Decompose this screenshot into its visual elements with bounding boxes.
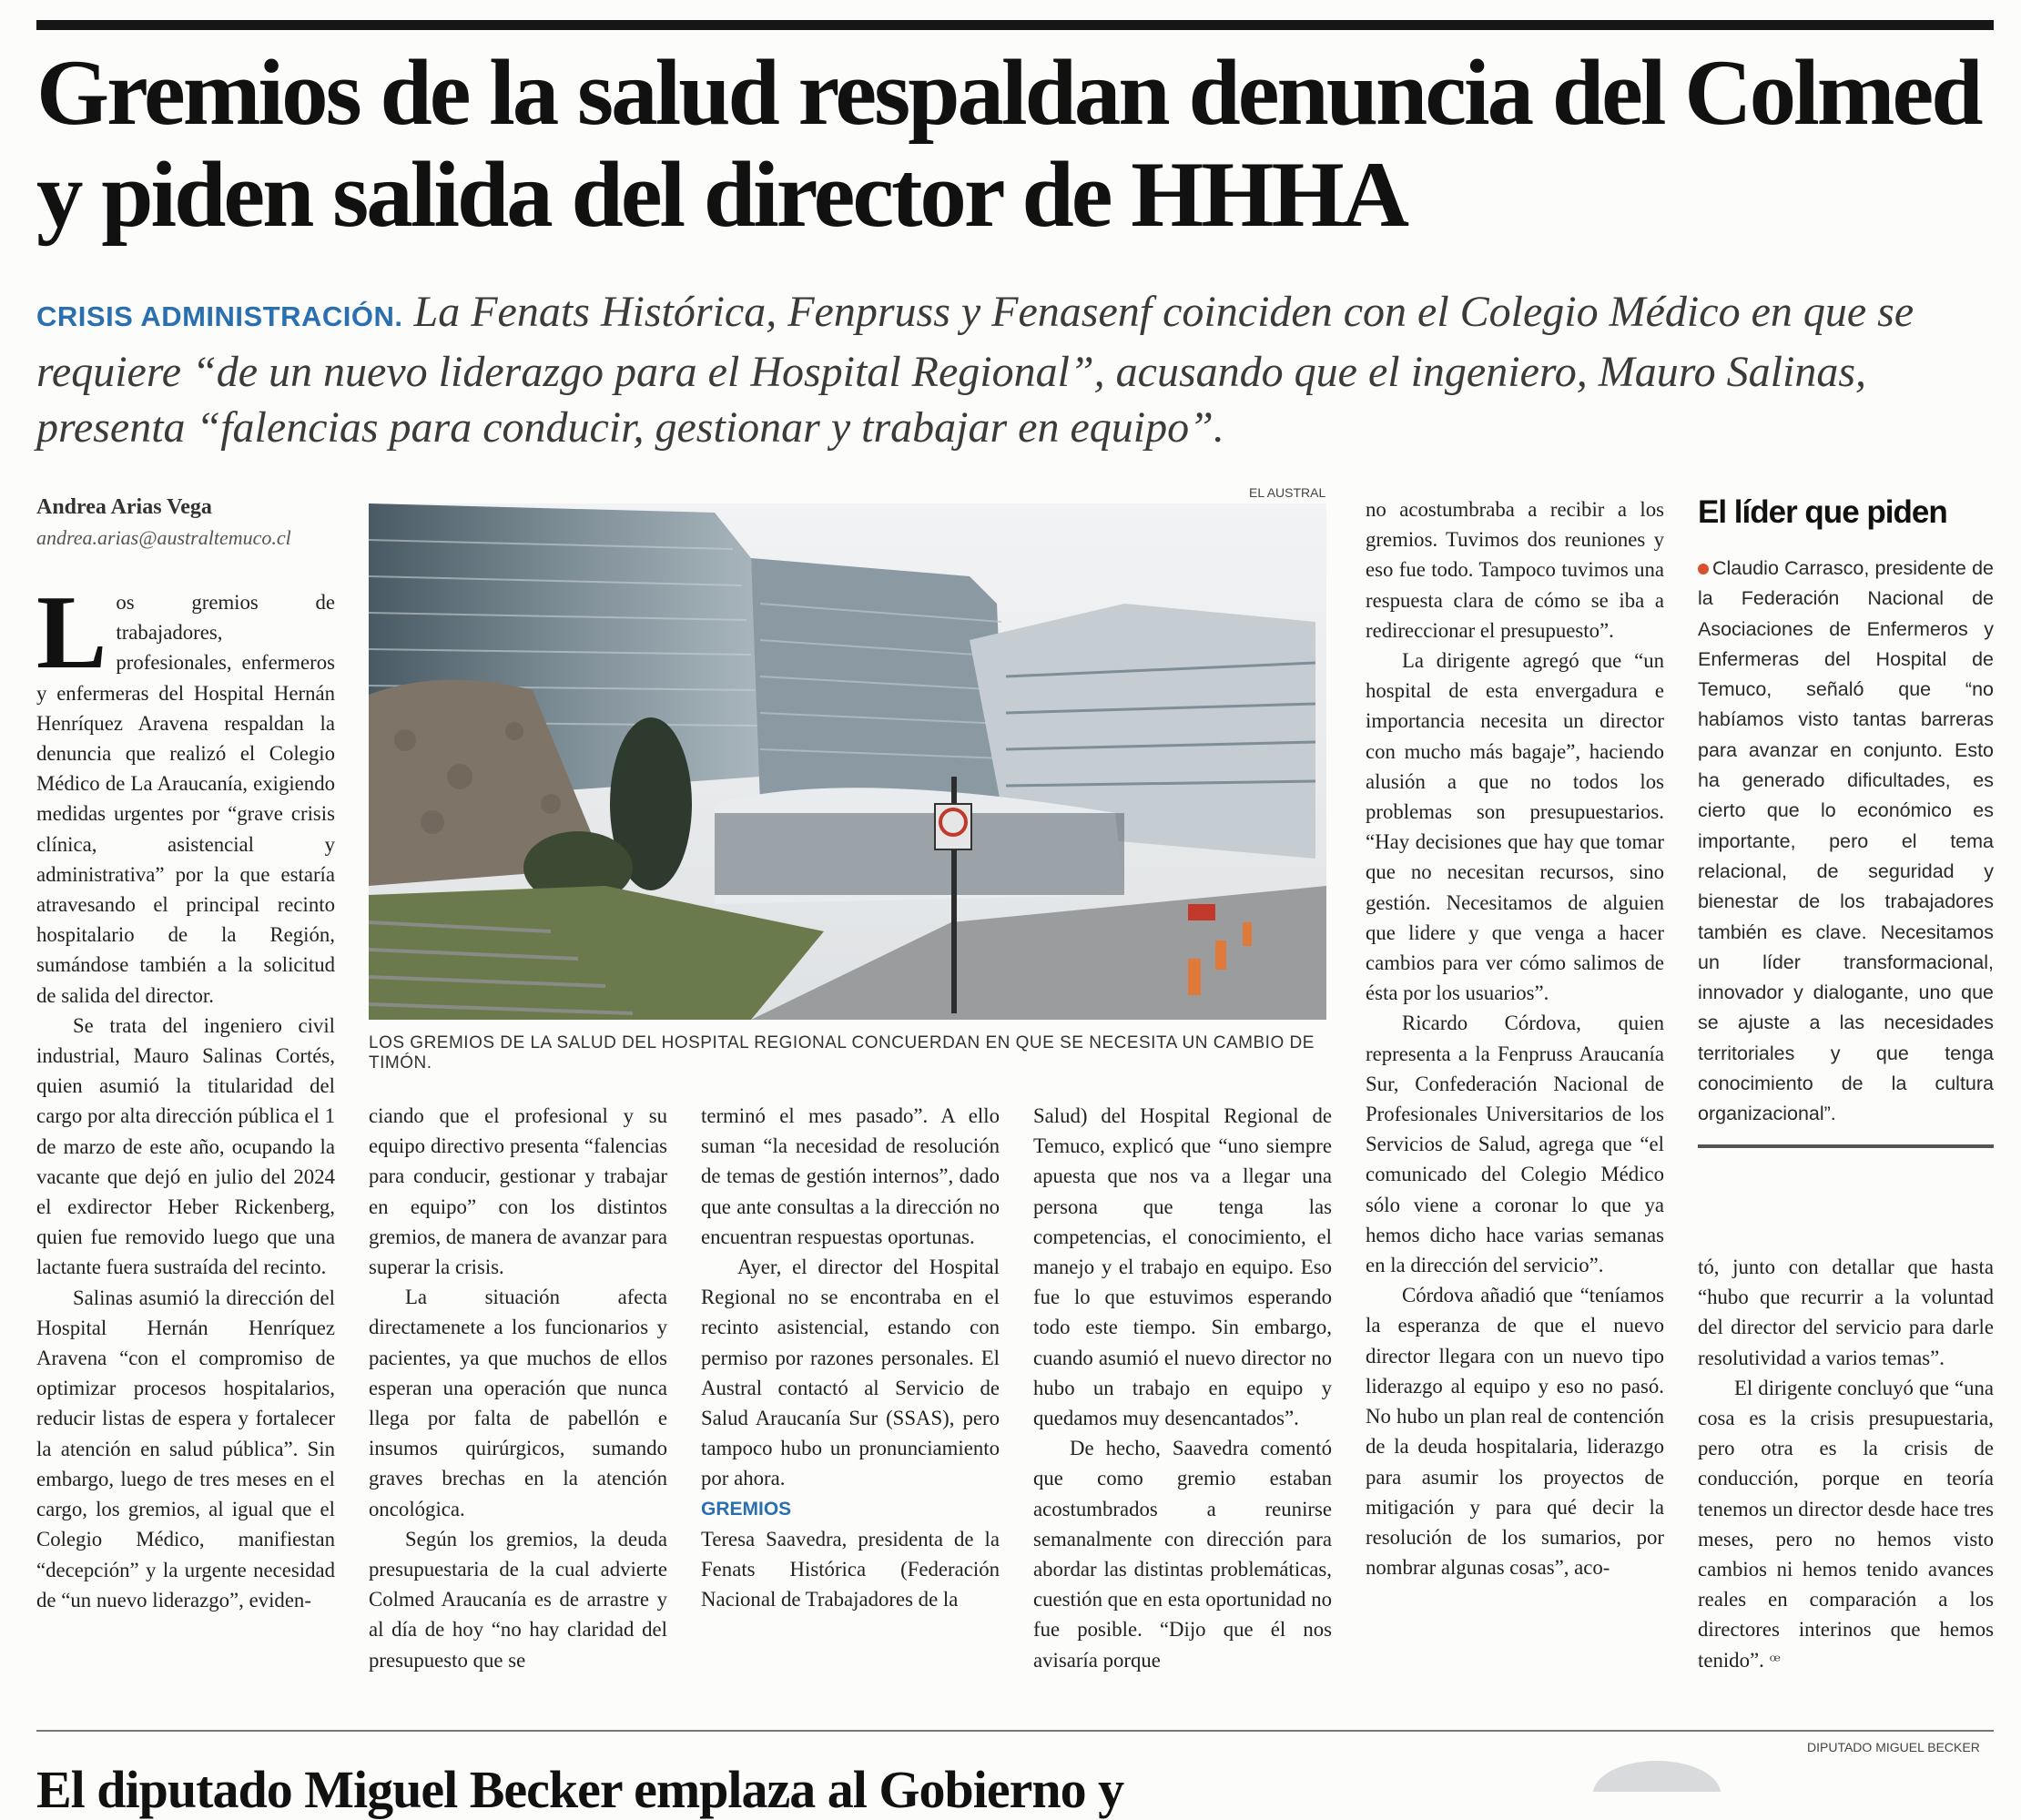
article-paragraph (36, 574, 335, 1011)
lead-text: La Fenats Histórica, Fenpruss y Fenasenf coinciden con el Colegio Médico en que se requiere “de un nuevo liderazgo para el Hospital Regional”, acusando que el ingeniero, Mauro Salinas, presenta “falencias para conducir, gestionar y trabajar en equipo”. (36, 288, 1914, 452)
next-story-photo (1566, 1757, 1748, 1792)
article-paragraph: La situación afecta directamenete a los funcionarios y pacientes, ya que muchos de ellos esperan una operación que nunca llega por falta de pabellón e insumos quirúrgicos, sumando graves brechas en la atención oncológica. (369, 1286, 667, 1520)
hospital-photo (369, 503, 1326, 1020)
article-paragraph: Según los gremios, la deuda presupuestaria de la cual advierte Colmed Araucanía es de arrastre y al día de hoy “no hay claridad del presupuesto que se (369, 1527, 667, 1672)
article-paragraph: terminó el mes pasado”. A ello suman “la necesidad de resolución de temas de gestión internos”, dado que ante consultas a la dirección no encuentran respuestas oportunas. (701, 1104, 1000, 1248)
article-paragraph: no acostumbraba a recibir a los gremios. Tuvimos dos reuniones y eso fue todo. Tampoco tuvimos una respuesta clara de cómo se iba a redireccionar el presupuesto”. (1366, 498, 1664, 642)
bottom-divider (36, 1730, 1994, 1732)
next-story-headline: El diputado Miguel Becker emplaza al Gobierno y (36, 1760, 1124, 1819)
sidebar-title: El líder que piden (1698, 494, 1947, 530)
top-rule (36, 20, 1994, 30)
article-paragraph: De hecho, Saavedra comentó que como gremio estaban acostumbrados a reunirse semanalmente con dirección para abordar las distintas problemáticas, cuestión que en esta oportunidad no fue posible. “Dijo que él nos avisaría porque (1033, 1437, 1332, 1672)
article-paragraph: Teresa Saavedra, presidenta de la Fenats Histórica (Federación Nacional de Trabajadores de la (701, 1527, 1000, 1612)
article-paragraph: Ricardo Córdova, quien representa a la Fenpruss Araucanía Sur, Confederación Nacional de Profesionales Universitarios de los Servicios de Salud, agrega que “el comunicado del Colegio Médico sólo viene a coronar lo que ya hemos dicho hace varias semanas en la dirección del servicio”. (1366, 1012, 1664, 1277)
paragraph-text: os gremios de trabajadores, profesionales, enfermeros y enfermeras del Hospital Hernán Henríquez Aravena respaldan la denuncia que realizó el Colegio Médico de La Araucanía, exigiendo medidas urgentes por “grave crisis clínica, asistencial y administrativa” por la que estaría atravesando el principal recinto hospitalario de la Región, sumándose también a la solicitud de salida del director. (36, 591, 335, 1007)
paragraph-text: El dirigente concluyó que “una cosa es la crisis presupuestaria, pero otra es la crisis de conducción, porque en teoría tenemos un director desde hace tres meses, pero no hemos visto cambios ni hemos tenido avances reales en comparación a los directores interinos que hemos tenido”. (1698, 1376, 1994, 1672)
article-paragraph: Salinas asumió la dirección del Hospital Hernán Henríquez Aravena “con el compromiso de optimizar procesos hospitalarios, reducir listas de espera y fortalecer la atención en salud pública”. Sin embargo, luego de tres meses en el cargo, los gremios, al igual que el Colegio Médico, manifiestan “decepción” y la urgente necesidad de “un nuevo liderazgo”, eviden- (36, 1286, 335, 1612)
byline-email[interactable]: andrea.arias@australtemuco.cl (36, 526, 291, 549)
article-paragraph: Se trata del ingeniero civil industrial, Mauro Salinas Cortés, quien asumió la titularidad del cargo por alta dirección pública el 1 de marzo de este año, ocupando la vacante que dejó en julio del 2024 el exdirector Heber Rickenberg, quien fue removido luego que una lactante fuera sustraída del recinto. (36, 1013, 335, 1279)
article-column-6 (1698, 1252, 1994, 1677)
article-paragraph: Salud) del Hospital Regional de Temuco, explicó que “uno siempre apuesta que nos va a llegar una persona que tenga las competencias, el conocimiento, el manejo y el trabajo en equipo. Eso fue lo que estuvimos esperando todo este tiempo. Sin embargo, cuando asumió el nuevo director no hubo un trabajo en equipo y quedamos muy desencantados”. (1033, 1104, 1332, 1430)
lead-paragraph (36, 284, 1994, 455)
article-column-3 (701, 1101, 1000, 1614)
end-mark-icon: ꟹ (1769, 1651, 1781, 1672)
article-column-1 (36, 574, 335, 1716)
photo-credit: EL AUSTRAL (1249, 485, 1326, 500)
article-paragraph: Ayer, el director del Hospital Regional no se encontraba en el recinto asistencial, estando con permiso por razones personales. El Austral contactó al Servicio de Salud Araucanía Sur (SSAS), pero tampoco hubo un pronunciamiento por ahora. (701, 1256, 1000, 1490)
section-subhead: GREMIOS (701, 1498, 792, 1520)
drop-cap: L (36, 574, 107, 691)
article-paragraph: La dirigente agregó que “un hospital de esta envergadura e importancia necesita un director con mucho más bagaje”, haciendo alusión a que no todos los problemas son presupuestarios. “Hay decisiones que hay que tomar que no necesitan recursos, sino gestión. Necesitamos de alguien que lidere y que venga a hacer cambios para ver cómo salimos de ésta por los usuarios”. (1366, 649, 1664, 1005)
photo-caption: LOS GREMIOS DE LA SALUD DEL HOSPITAL REGIONAL CONCUERDAN EN QUE SE NECESITA UN CAMBIO DE TIMÓN. (369, 1033, 1315, 1073)
article-paragraph (1698, 1373, 1994, 1677)
bullet-icon (1698, 564, 1709, 574)
sidebar-text: Claudio Carrasco, presidente de la Federación Nacional de Asociaciones de Enfermeros y Enfermeras del Hospital de Temuco, señaló que “no habíamos visto tantas barreras para avanzar en conjunto. Esto ha generado dificultades, es cierto que lo económico es importante, pero el tema relacional, de seguridad y bienestar de los trabajadores también es clave. Necesitamos un líder transformacional, innovador y dialogante, uno que se ajuste a las necesidades territoriales y que tenga conocimiento de la cultura organizacional”. (1698, 557, 1994, 1125)
article-paragraph: ciando que el profesional y su equipo directivo presenta “falencias para conducir, gestionar y trabajar en equipo” con los distintos gremios, de manera de avanzar para superar la crisis. (369, 1104, 667, 1279)
headline: Gremios de la salud respaldan denuncia del Colmed y piden salida del director de HHHA (36, 41, 1981, 247)
sidebar-divider (1698, 1144, 1994, 1148)
article-column-2 (369, 1101, 667, 1675)
article-paragraph: tó, junto con detallar que hasta “hubo que recurrir a la voluntad del director del servicio para darle resolutividad a varios temas”. (1698, 1256, 1994, 1369)
lead-kicker: CRISIS ADMINISTRACIÓN. (36, 300, 403, 332)
article-paragraph: Córdova añadió que “teníamos la esperanza de que el nuevo director llegara con un nuevo tipo liderazgo al equipo y eso no pasó. No hubo un plan real de contención de la deuda hospitalaria, liderazgo para asumir los proyectos de mitigación y para qué decir la resolución de los sumarios, por nombrar algunas cosas”, aco- (1366, 1284, 1664, 1580)
byline-name: Andrea Arias Vega (36, 495, 212, 519)
sidebar-body (1698, 554, 1994, 1130)
article-column-4 (1033, 1101, 1332, 1675)
article-column-5 (1366, 494, 1664, 1582)
next-story-photo-credit: DIPUTADO MIGUEL BECKER (1807, 1740, 1980, 1754)
